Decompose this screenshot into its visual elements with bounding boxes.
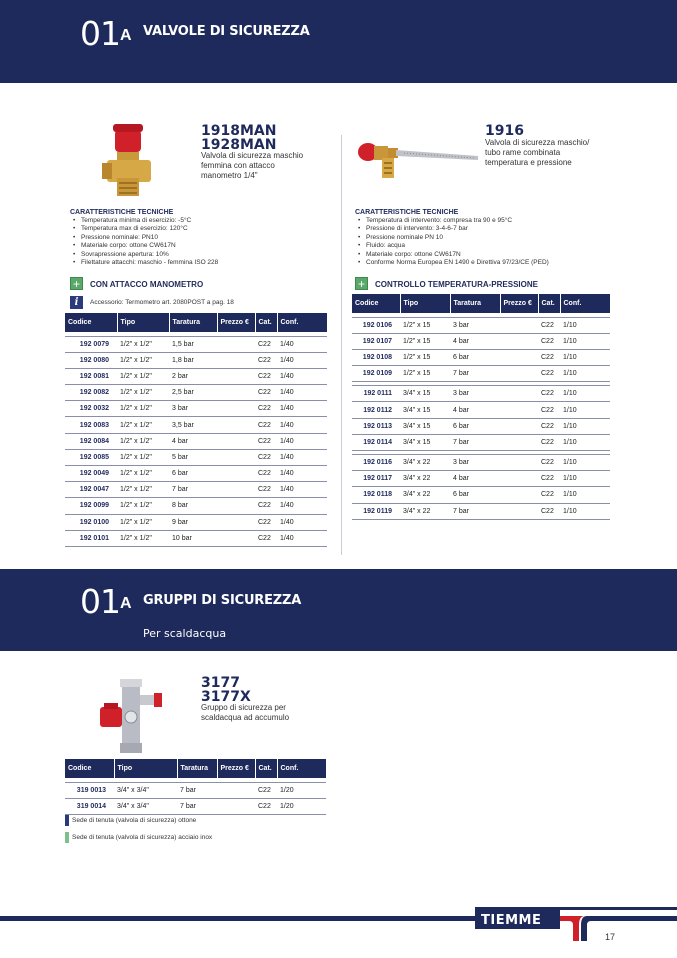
cell-taratura: 7 bar [169,482,217,498]
table-row [352,349,610,365]
table-row [65,798,326,814]
cell-prezzo [217,514,255,530]
cell-codice: 192 0116 [352,455,400,471]
characteristics-title: CARATTERISTICHE TECNICHE [70,209,174,216]
cell-tipo: 1/2" x 15 [400,349,450,365]
cell-taratura: 6 bar [450,349,500,365]
cell-cat: C22 [538,349,560,365]
cell-tipo: 1/2" x 1/2" [117,417,169,433]
cell-prezzo [217,798,255,814]
cell-cat: C22 [538,487,560,503]
col-tipo: Tipo [400,294,450,313]
col-tipo: Tipo [117,313,169,332]
cell-cat: C22 [255,385,277,401]
cell-cat: C22 [255,417,277,433]
table-row [352,386,610,402]
col-cat: Cat. [538,294,560,313]
section-letter: A [120,27,132,44]
cell-conf: 1/20 [277,782,326,798]
cell-taratura: 10 bar [169,530,217,546]
col-taratura: Taratura [450,294,500,313]
table-row [352,317,610,333]
cell-tipo: 3/4" x 15 [400,418,450,434]
cell-cat: C22 [255,433,277,449]
cell-taratura: 7 bar [450,503,500,519]
cell-conf: 1/40 [277,466,327,482]
cell-tipo: 1/2" x 15 [400,333,450,349]
cell-codice: 192 0082 [65,385,117,401]
table-row [352,333,610,349]
cell-conf: 1/40 [277,482,327,498]
table-row [65,782,326,798]
cell-cat: C22 [255,401,277,417]
valve-1916-image [356,136,481,182]
cell-prezzo [217,782,255,798]
cell-conf: 1/40 [277,352,327,368]
table-row [352,503,610,519]
cell-prezzo [500,418,538,434]
cell-cat: C22 [255,482,277,498]
table-3177 [65,759,326,815]
table-row [65,401,327,417]
cell-prezzo [217,417,255,433]
cell-cat: C22 [255,449,277,465]
cell-codice: 192 0080 [65,352,117,368]
cell-conf: 1/10 [560,349,610,365]
cell-cat: C22 [538,471,560,487]
cell-codice: 192 0049 [65,466,117,482]
cell-tipo: 3/4" x 22 [400,503,450,519]
cell-tipo: 1/2" x 1/2" [117,336,169,352]
cell-taratura: 7 bar [450,434,500,450]
col-cat: Cat. [255,759,277,778]
cell-tipo: 1/2" x 1/2" [117,530,169,546]
cell-cat: C22 [538,455,560,471]
cell-codice: 192 0107 [352,333,400,349]
col-conf: Conf. [277,759,326,778]
brand-logo: TIEMME [481,913,542,928]
cell-prezzo [217,466,255,482]
cell-tipo: 3/4" x 3/4" [114,782,177,798]
cell-cat: C22 [538,402,560,418]
section-title: VALVOLE DI SICUREZZA [143,24,310,39]
safety-group-3177-image [96,677,166,757]
cell-tipo: 3/4" x 15 [400,434,450,450]
cell-taratura: 6 bar [450,418,500,434]
product-code-1916: 1916 [485,123,524,139]
table-1918man [65,313,327,547]
cell-cat: C22 [255,782,277,798]
cell-prezzo [500,455,538,471]
col-conf: Conf. [277,313,327,332]
cell-conf: 1/40 [277,514,327,530]
accessory-note: Accessorio: Termometro art. 2080POST a pag. 18 [90,299,234,306]
table-row [65,466,327,482]
cell-tipo: 3/4" x 3/4" [114,798,177,814]
legend-label: Sede di tenuta (valvola di sicurezza) acciaio inox [72,834,213,841]
cell-conf: 1/40 [277,336,327,352]
cell-prezzo [500,434,538,450]
section-title: GRUPPI DI SICUREZZA [143,593,302,608]
cell-tipo: 1/2" x 1/2" [117,466,169,482]
cell-conf: 1/10 [560,402,610,418]
table-row [352,487,610,503]
product-code-1918man: 1918MAN [201,123,277,139]
cell-codice: 192 0113 [352,418,400,434]
cell-codice: 192 0032 [65,401,117,417]
cell-taratura: 6 bar [169,466,217,482]
cell-conf: 1/40 [277,433,327,449]
cell-codice: 192 0083 [65,417,117,433]
col-codice: Codice [352,294,400,313]
cell-taratura: 2,5 bar [169,385,217,401]
cell-taratura: 4 bar [450,402,500,418]
cell-conf: 1/10 [560,386,610,402]
col-prezzo: Prezzo € [500,294,538,313]
cell-cat: C22 [255,336,277,352]
table-row [65,498,327,514]
cell-prezzo [217,482,255,498]
cell-codice: 192 0081 [65,368,117,384]
footer-line-left [0,916,475,921]
cell-tipo: 3/4" x 22 [400,487,450,503]
table-row [65,385,327,401]
col-taratura: Taratura [169,313,217,332]
cell-taratura: 3 bar [169,401,217,417]
cell-codice: 192 0085 [65,449,117,465]
col-prezzo: Prezzo € [217,313,255,332]
cell-cat: C22 [538,434,560,450]
section-number: 01 [80,582,120,621]
cell-conf: 1/40 [277,417,327,433]
table-row [65,417,327,433]
product-code-3177x: 3177X [201,689,251,705]
cell-taratura: 7 bar [177,798,217,814]
cell-cat: C22 [538,366,560,382]
table-row [352,434,610,450]
cell-codice: 192 0119 [352,503,400,519]
cell-conf: 1/40 [277,530,327,546]
cell-prezzo [217,352,255,368]
cell-conf: 1/40 [277,449,327,465]
cell-prezzo [217,530,255,546]
cell-conf: 1/10 [560,366,610,382]
cell-taratura: 5 bar [169,449,217,465]
table-row [65,514,327,530]
cell-prezzo [500,386,538,402]
cell-taratura: 8 bar [169,498,217,514]
cell-prezzo [500,349,538,365]
cell-cat: C22 [255,798,277,814]
cell-codice: 319 0013 [65,782,114,798]
cell-codice: 192 0114 [352,434,400,450]
cell-tipo: 3/4" x 22 [400,471,450,487]
cell-prezzo [217,498,255,514]
cell-prezzo [217,368,255,384]
footer-brand-block [475,907,677,929]
cell-conf: 1/20 [277,798,326,814]
cell-conf: 1/40 [277,385,327,401]
cell-prezzo [500,402,538,418]
cell-codice: 192 0109 [352,366,400,382]
cell-codice: 192 0047 [65,482,117,498]
cell-taratura: 9 bar [169,514,217,530]
table-row [352,366,610,382]
cell-cat: C22 [255,368,277,384]
cell-codice: 192 0118 [352,487,400,503]
page-number: 17 [605,932,616,942]
cell-tipo: 3/4" x 22 [400,455,450,471]
cell-conf: 1/10 [560,418,610,434]
cell-tipo: 3/4" x 15 [400,402,450,418]
section-header-valvole [0,0,677,83]
cell-cat: C22 [538,317,560,333]
cell-taratura: 7 bar [450,366,500,382]
cell-cat: C22 [255,530,277,546]
cell-cat: C22 [538,418,560,434]
legend-swatch [65,832,69,843]
col-codice: Codice [65,759,114,778]
cell-prezzo [500,471,538,487]
cell-conf: 1/40 [277,401,327,417]
characteristics-title: CARATTERISTICHE TECNICHE [355,209,459,216]
cell-conf: 1/10 [560,503,610,519]
table-row [65,482,327,498]
legend-label: Sede di tenuta (valvola di sicurezza) ottone [72,817,197,824]
cell-tipo: 1/2" x 15 [400,317,450,333]
cell-cat: C22 [538,333,560,349]
product-description: Valvola di sicurezza maschio/ tubo rame combinata temperatura e pressione [485,138,590,167]
cell-codice: 192 0079 [65,336,117,352]
cell-codice: 192 0101 [65,530,117,546]
subsection-title: CONTROLLO TEMPERATURA-PRESSIONE [375,280,538,289]
cell-tipo: 1/2" x 1/2" [117,433,169,449]
cell-prezzo [500,503,538,519]
table-row [65,449,327,465]
cell-codice: 192 0112 [352,402,400,418]
cell-taratura: 3 bar [450,317,500,333]
cell-prezzo [500,317,538,333]
col-conf: Conf. [560,294,610,313]
cell-taratura: 4 bar [450,333,500,349]
cell-prezzo [217,433,255,449]
cell-codice: 192 0099 [65,498,117,514]
section-number: 01 [80,14,120,53]
cell-conf: 1/10 [560,487,610,503]
cell-tipo: 1/2" x 1/2" [117,498,169,514]
cell-tipo: 1/2" x 1/2" [117,482,169,498]
table-1916 [352,294,610,520]
cell-taratura: 1,5 bar [169,336,217,352]
cell-taratura: 6 bar [450,487,500,503]
cell-taratura: 7 bar [177,782,217,798]
table-row [65,352,327,368]
characteristics-list: • Temperatura minima di esercizio: -5°C • Temperatura max di esercizio: 120°C • Pressione nominale: PN10 • Materiale corpo: ottone CW617N • Sovrapressione apertura: 10% • Filettature attacchi: maschio - femmina ISO 228 [70,217,218,267]
cell-conf: 1/40 [277,498,327,514]
cell-cat: C22 [255,466,277,482]
cell-codice: 192 0084 [65,433,117,449]
cell-cat: C22 [255,498,277,514]
cell-tipo: 3/4" x 15 [400,386,450,402]
plus-icon: + [70,277,83,290]
table-row [65,433,327,449]
cell-taratura: 2 bar [169,368,217,384]
cell-tipo: 1/2" x 1/2" [117,401,169,417]
table-row [352,418,610,434]
legend-swatch [65,815,69,826]
info-icon: i [70,296,83,309]
cell-conf: 1/10 [560,455,610,471]
product-code-3177: 3177 [201,675,240,691]
section-letter: A [120,595,132,612]
characteristics-list: • Temperatura di intervento: compresa tra 90 e 95°C • Pressione di intervento: 3-4-6-7 bar • Pressione nominale PN 10 • Fluido: acqua • Materiale corpo: ottone CW617N • Conforme Norma Europea EN 1490 e Direttiva 97/23/CE (PED) [355,217,549,267]
table-row [352,402,610,418]
cell-taratura: 3 bar [450,455,500,471]
table-row [65,336,327,352]
col-cat: Cat. [255,313,277,332]
cell-tipo: 1/2" x 1/2" [117,385,169,401]
column-divider [341,135,342,555]
valve-1918man-image [102,120,157,200]
plus-icon: + [355,277,368,290]
cell-tipo: 1/2" x 1/2" [117,449,169,465]
cell-codice: 192 0117 [352,471,400,487]
table-row [352,455,610,471]
cell-conf: 1/10 [560,333,610,349]
cell-tipo: 1/2" x 1/2" [117,514,169,530]
subsection-title: CON ATTACCO MANOMETRO [90,280,204,289]
cell-conf: 1/10 [560,317,610,333]
cell-conf: 1/10 [560,434,610,450]
cell-taratura: 4 bar [169,433,217,449]
cell-conf: 1/10 [560,471,610,487]
cell-codice: 192 0100 [65,514,117,530]
cell-conf: 1/40 [277,368,327,384]
cell-taratura: 1,8 bar [169,352,217,368]
cell-cat: C22 [538,503,560,519]
cell-cat: C22 [255,514,277,530]
cell-taratura: 3 bar [450,386,500,402]
section-header-gruppi [0,569,677,651]
cell-codice: 319 0014 [65,798,114,814]
cell-prezzo [217,401,255,417]
table-row [65,368,327,384]
cell-codice: 192 0108 [352,349,400,365]
cell-prezzo [217,449,255,465]
col-taratura: Taratura [177,759,217,778]
product-description: Valvola di sicurezza maschio femmina con attacco manometro 1/4" [201,151,304,180]
cell-cat: C22 [255,352,277,368]
table-row [352,471,610,487]
col-codice: Codice [65,313,117,332]
section-subtitle: Per scaldacqua [143,627,227,640]
product-description: Gruppo di sicurezza per scaldacqua ad accumulo [201,703,290,722]
cell-codice: 192 0106 [352,317,400,333]
product-code-1928man: 1928MAN [201,137,277,153]
cell-cat: C22 [538,386,560,402]
cell-taratura: 4 bar [450,471,500,487]
cell-prezzo [500,487,538,503]
cell-prezzo [217,336,255,352]
table-row [65,530,327,546]
col-prezzo: Prezzo € [217,759,255,778]
cell-prezzo [500,366,538,382]
cell-prezzo [500,333,538,349]
cell-tipo: 1/2" x 15 [400,366,450,382]
cell-tipo: 1/2" x 1/2" [117,352,169,368]
cell-taratura: 3,5 bar [169,417,217,433]
cell-codice: 192 0111 [352,386,400,402]
cell-prezzo [217,385,255,401]
cell-tipo: 1/2" x 1/2" [117,368,169,384]
col-tipo: Tipo [114,759,177,778]
